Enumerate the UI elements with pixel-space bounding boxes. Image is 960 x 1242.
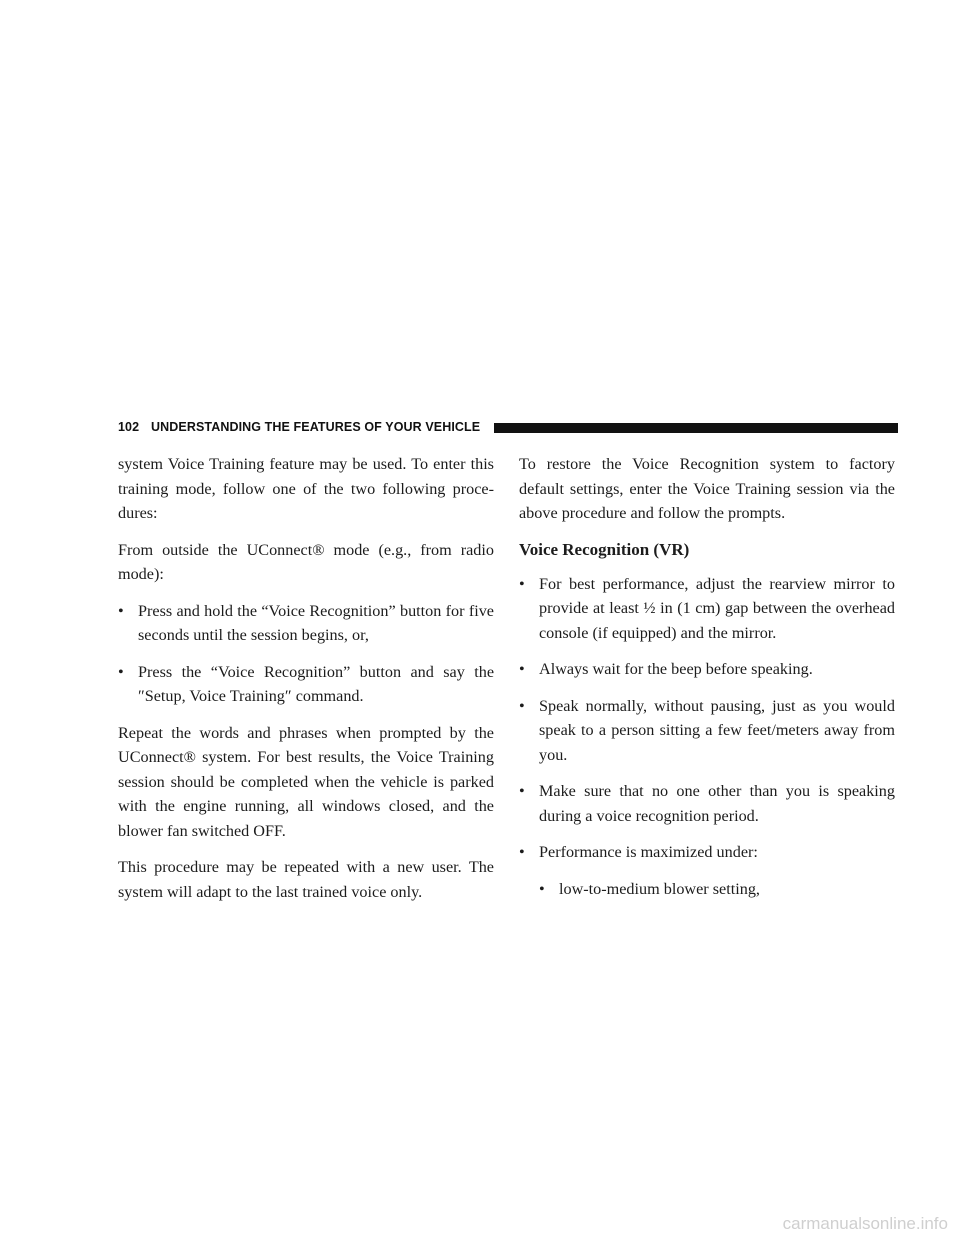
list-item-text: Make sure that no one other than you is speaking during a voice recognition period.: [539, 782, 895, 825]
paragraph: This procedure may be repeated with a new user. The system will adapt to the last trained voice only.: [118, 858, 494, 901]
list-item-text: Always wait for the beep before speaking.: [539, 660, 813, 678]
list-item-text: Press and hold the “Voice Recognition” button for five seconds until the session begins, or,: [138, 601, 494, 644]
list-item-text: low-to-medium blower setting,: [559, 879, 760, 898]
list-item-text: Performance is maximized under:: [539, 843, 758, 861]
list-item: [519, 694, 895, 768]
list-item-text: For best performance, adjust the rearview mirror to provide at least ½ in (1 cm) gap between the overhead console (if equipped) and the mirror.: [539, 574, 895, 642]
list-item: [519, 779, 895, 828]
paragraph: system Voice Training feature may be used. To enter this training mode, follow one of the two following proce- dures:: [118, 455, 494, 522]
list-item-text: Press the “Voice Recognition” button and say the ″Setup, Voice Training″ command.: [138, 662, 494, 705]
list-item-text: Speak normally, without pausing, just as you would speak to a person sitting a few feet/meters away from you.: [539, 696, 895, 764]
bullet-icon: •: [519, 574, 525, 593]
watermark: carmanualsonline.info: [782, 1214, 948, 1233]
bullet-icon: •: [539, 879, 545, 898]
list-item: [519, 572, 895, 646]
header-rule: [494, 423, 898, 433]
list-item: [519, 657, 895, 682]
subheading: Voice Recognition (VR): [519, 539, 690, 559]
bullet-icon: •: [519, 843, 525, 861]
list-item: [118, 599, 494, 648]
bullet-icon: •: [118, 601, 124, 620]
list-item: [118, 660, 494, 709]
right-column: [519, 452, 895, 913]
sub-list-item: [539, 877, 895, 902]
bullet-icon: •: [519, 660, 525, 678]
paragraph: From outside the UConnect® mode (e.g., from radio mode):: [118, 540, 494, 583]
bullet-icon: •: [118, 662, 124, 681]
paragraph: To restore the Voice Recognition system to factory default settings, enter the Voice Training session via the above procedure and follow the prompts.: [519, 455, 895, 522]
section-title: UNDERSTANDING THE FEATURES OF YOUR VEHICLE: [151, 420, 481, 434]
page-number: 102: [118, 420, 140, 434]
page-header: [118, 418, 898, 438]
bullet-icon: •: [519, 782, 525, 800]
list-item: [519, 840, 895, 865]
bullet-icon: •: [519, 696, 525, 715]
paragraph: Repeat the words and phrases when prompted by the UConnect® system. For best results, the Voice Training session should be completed when the vehicle is parked with the engine running, all windows closed, and the blower fan switched OFF.: [118, 723, 494, 840]
left-column: [118, 452, 494, 916]
